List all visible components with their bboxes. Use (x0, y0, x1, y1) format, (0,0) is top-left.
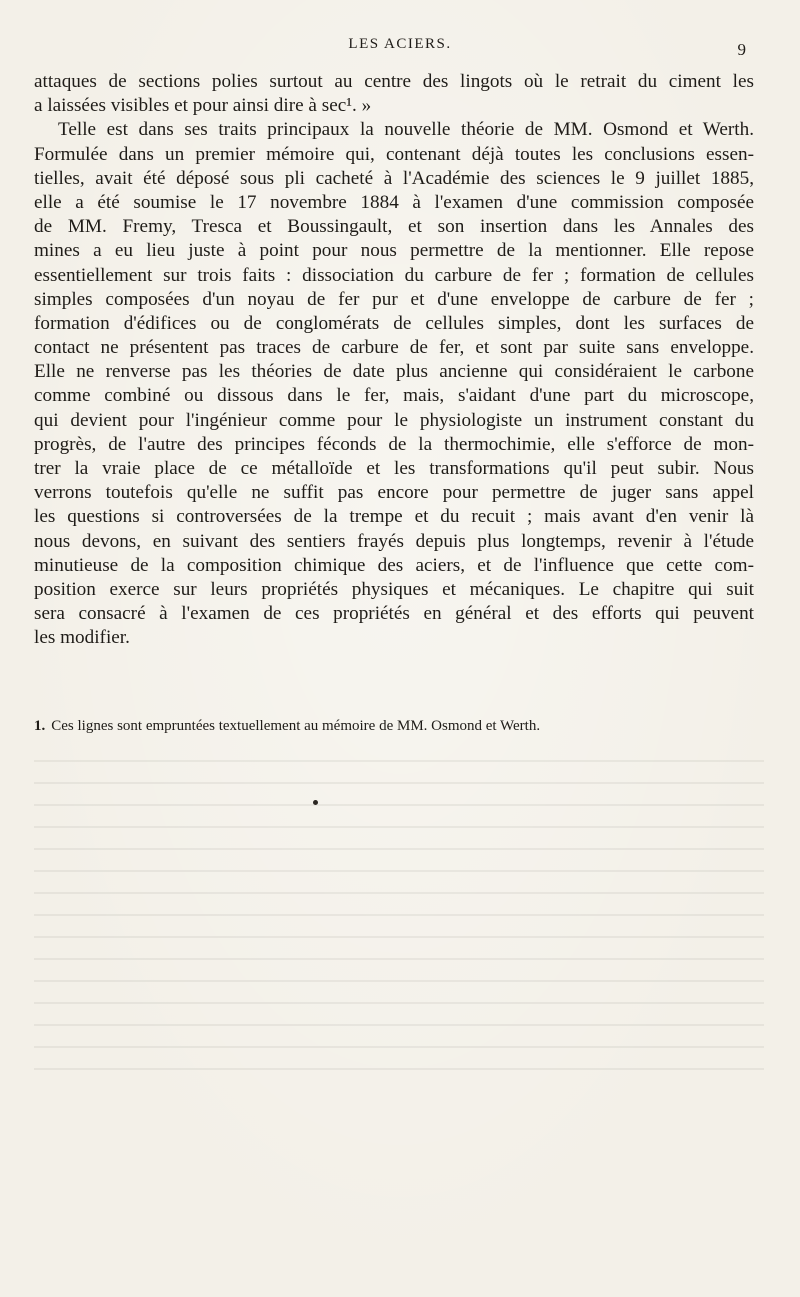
text-line: formation d'édifices ou de conglomérats de cellules simples, dont les surfaces de (34, 312, 754, 334)
text-line: simples composées d'un noyau de fer pur et d'une enveloppe de carbure de fer ; (34, 288, 754, 310)
text-line: position exerce sur leurs propriétés physiques et mécaniques. Le chapitre qui suit (34, 578, 754, 600)
text-line: tielles, avait été déposé sous pli cacheté à l'Académie des sciences le 9 juillet 1885, (34, 167, 754, 189)
footnote (34, 716, 754, 736)
text-line: comme combiné ou dissous dans le fer, mais, s'aidant d'une part du microscope, (34, 385, 754, 407)
footnote-number: 1. (34, 718, 46, 734)
text-line: les modifier. (34, 627, 130, 649)
text-line: Formulée dans un premier mémoire qui, contenant déjà toutes les conclusions essen- (34, 143, 754, 165)
running-title: LES ACIERS. (348, 36, 452, 52)
show-through-texture (34, 760, 764, 1160)
text-line: mines a eu lieu juste à point pour nous permettre de la mentionner. Elle repose (34, 240, 754, 262)
text-line: elle a été soumise le 17 novembre 1884 à l'examen d'une commission composée (34, 191, 754, 213)
text-line: a laissées visibles et pour ainsi dire à sec¹. » (34, 95, 372, 117)
text-line: sera consacré à l'examen de ces propriétés en général et des efforts qui peuvent (34, 603, 754, 625)
text-line: verrons toutefois qu'elle ne suffit pas encore pour permettre de juger sans appel (34, 482, 754, 504)
text-line: contact ne présentent pas traces de carbure de fer, et sont par suite sans enveloppe. (34, 337, 754, 359)
text-line: trer la vraie place de ce métalloïde et les transformations qu'il peut subir. Nous (34, 458, 754, 479)
footnote-text: Ces lignes sont empruntées textuellement au mémoire de MM. Osmond et Werth. (51, 718, 541, 734)
body-text (34, 70, 754, 651)
text-line: qui devient pour l'ingénieur comme pour le physiologiste un instrument constant du (34, 409, 754, 431)
text-line: progrès, de l'autre des principes féconds de la thermochimie, elle s'efforce de mon- (34, 433, 754, 455)
text-line: Telle est dans ses traits principaux la nouvelle théorie de MM. Osmond et Werth. (58, 119, 754, 141)
ink-speck (313, 800, 318, 805)
page-number: 9 (737, 40, 746, 59)
text-line: minutieuse de la composition chimique des aciers, et de l'influence que cette com- (34, 554, 754, 576)
text-line: nous devons, en suivant des sentiers frayés depuis plus longtemps, revenir à l'étude (34, 530, 754, 552)
text-line: de MM. Fremy, Tresca et Boussingault, et son insertion dans les Annales des (34, 216, 754, 238)
text-line: les questions si controversées de la trempe et du recuit ; mais avant d'en venir là (34, 506, 754, 528)
page-header (0, 36, 800, 58)
text-line: essentiellement sur trois faits : dissociation du carbure de fer ; formation de cellules (34, 264, 754, 286)
text-line: Elle ne renverse pas les théories de date plus ancienne qui considéraient le carbone (34, 361, 754, 383)
text-line: attaques de sections polies surtout au centre des lingots où le retrait du ciment les (34, 71, 754, 92)
